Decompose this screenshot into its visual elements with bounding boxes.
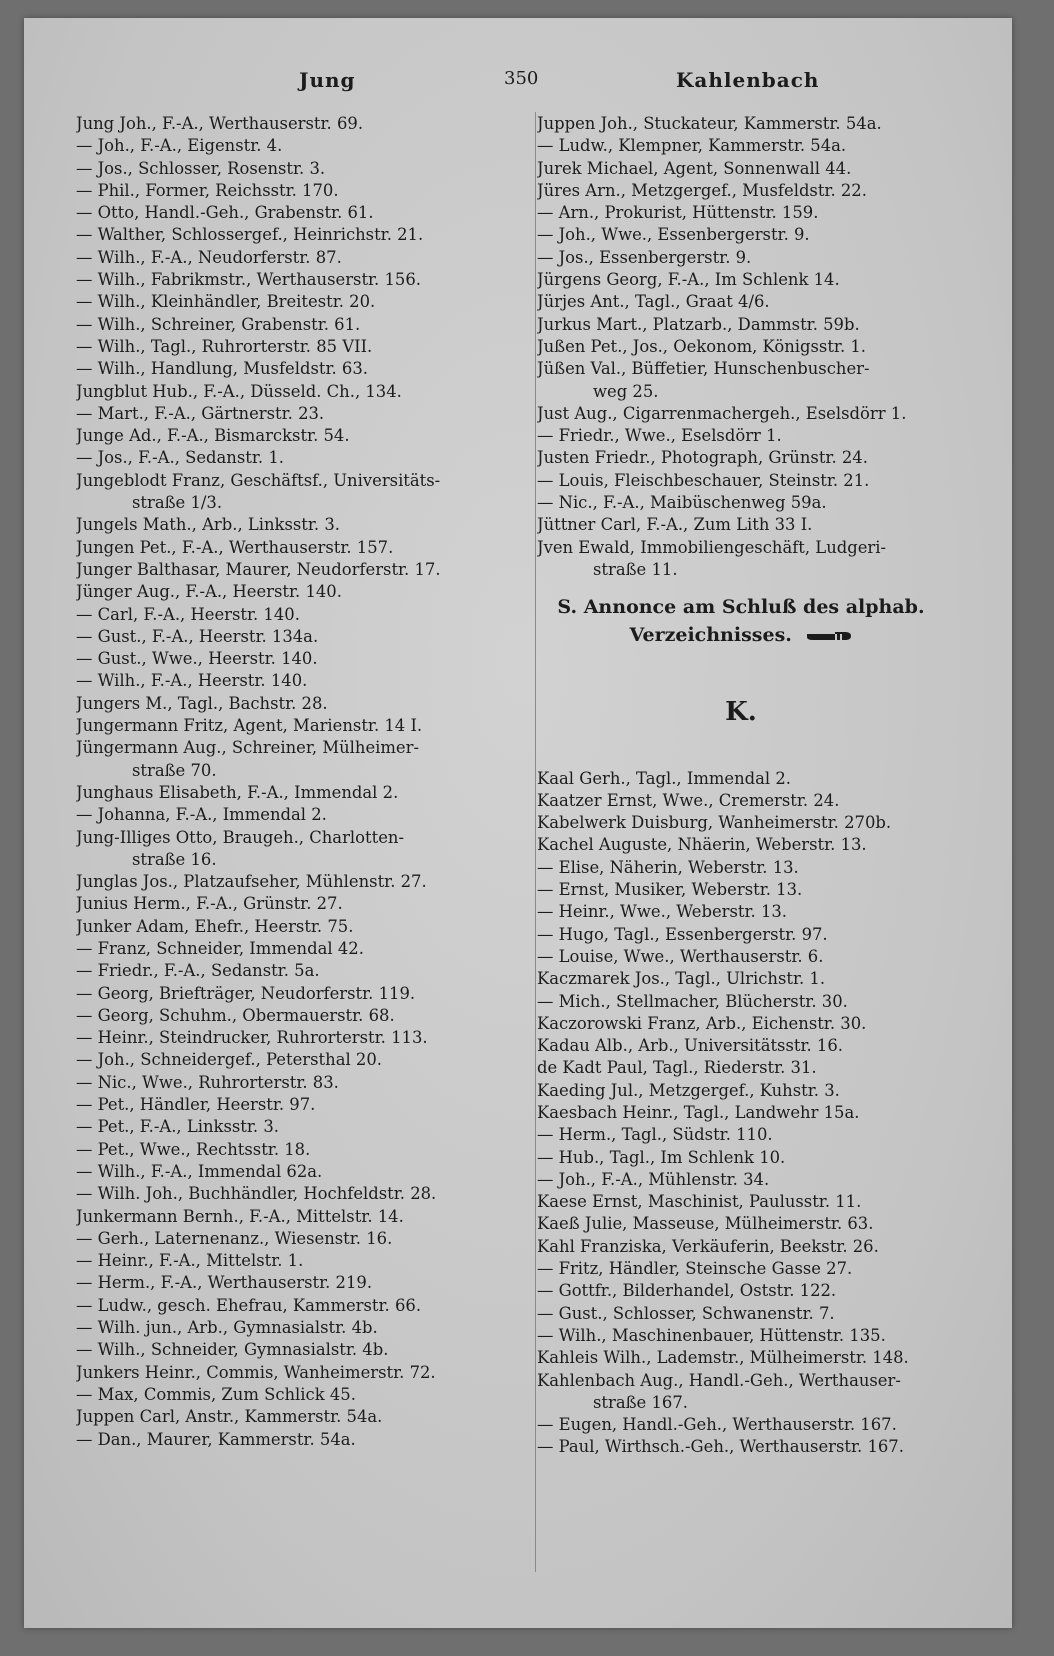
entry-text: Kabelwerk Duisburg, Wanheimerstr. 270b. xyxy=(537,813,892,833)
directory-entry xyxy=(76,604,531,626)
directory-entry xyxy=(537,291,945,313)
entry-text: — Joh., Schneidergef., Petersthal 20. xyxy=(76,1050,382,1070)
directory-entry xyxy=(537,1303,945,1325)
directory-entry xyxy=(537,1236,945,1258)
directory-entry xyxy=(537,768,945,790)
entry-text: Jung Joh., F.-A., Werthauserstr. 69. xyxy=(76,114,364,133)
directory-entry xyxy=(537,447,945,469)
directory-entry xyxy=(76,1406,531,1428)
entry-text: — Fritz, Händler, Steinsche Gasse 27. xyxy=(537,1259,853,1279)
directory-entry xyxy=(537,1102,945,1124)
entry-text: — Ludw., Klempner, Kammerstr. 54a. xyxy=(537,136,847,156)
entry-text: — Phil., Former, Reichsstr. 170. xyxy=(76,180,339,200)
entry-text: Jven Ewald, Immobiliengeschäft, Ludgeri- xyxy=(537,537,887,557)
directory-entry xyxy=(537,857,945,879)
directory-entry xyxy=(537,224,945,246)
entry-text: — Ernst, Musiker, Weberstr. 13. xyxy=(537,880,803,900)
entry-text: — Wilh., Handlung, Musfeldstr. 63. xyxy=(76,359,368,379)
entry-text: — Nic., Wwe., Ruhrorterstr. 83. xyxy=(76,1072,339,1092)
directory-entry xyxy=(76,1295,531,1317)
directory-entry xyxy=(76,737,531,782)
right-entries-bottom xyxy=(537,768,945,1459)
entry-text: — Georg, Briefträger, Neudorferstr. 119. xyxy=(76,983,416,1003)
entry-text: Junglas Jos., Platzaufseher, Mühlenstr. 27. xyxy=(76,872,427,892)
directory-entry xyxy=(537,403,945,425)
directory-entry xyxy=(76,113,531,135)
directory-entry xyxy=(76,1250,531,1272)
notice-line-1: S. Annonce am Schluß des alphab. xyxy=(557,596,925,619)
entry-text: Kahlenbach Aug., Handl.-Geh., Werthauser- xyxy=(537,1370,901,1390)
entry-text: Junius Herm., F.-A., Grünstr. 27. xyxy=(76,894,343,914)
entry-text: Jungeblodt Franz, Geschäftsf., Universitäts- xyxy=(76,470,441,490)
entry-text: Kaesbach Heinr., Tagl., Landwehr 15a. xyxy=(537,1102,860,1122)
directory-entry xyxy=(76,715,531,737)
entry-text: — Joh., F.-A., Eigenstr. 4. xyxy=(76,136,283,156)
entry-text: — Jos., Essenbergerstr. 9. xyxy=(537,247,752,267)
directory-entry xyxy=(537,1147,945,1169)
entry-text: — Hub., Tagl., Im Schlenk 10. xyxy=(537,1147,786,1167)
entry-text: — Wilh., F.-A., Heerstr. 140. xyxy=(76,671,308,691)
directory-entry xyxy=(76,893,531,915)
directory-entry xyxy=(76,537,531,559)
entry-text: — Wilh. Joh., Buchhändler, Hochfeldstr. 28. xyxy=(76,1184,437,1204)
directory-entry xyxy=(76,1272,531,1294)
entry-text: Juppen Carl, Anstr., Kammerstr. 54a. xyxy=(76,1407,383,1427)
entry-text: — Wilh., F.-A., Immendal 62a. xyxy=(76,1161,323,1181)
entry-continuation: straße 16. xyxy=(132,849,217,869)
directory-entry xyxy=(537,1258,945,1280)
entry-continuation: straße 70. xyxy=(132,760,217,780)
entry-text: — Wilh., Kleinhändler, Breitestr. 20. xyxy=(76,292,376,312)
entry-text: Jurkus Mart., Platzarb., Dammstr. 59b. xyxy=(537,314,860,334)
left-column xyxy=(76,113,531,1451)
directory-entry xyxy=(76,1183,531,1205)
entry-text: Kaese Ernst, Maschinist, Paulusstr. 11. xyxy=(537,1192,862,1212)
directory-entry xyxy=(76,403,531,425)
directory-entry xyxy=(76,1384,531,1406)
entry-continuation: weg 25. xyxy=(593,381,659,401)
entry-text: Jürgens Georg, F.-A., Im Schlenk 14. xyxy=(537,270,840,290)
directory-entry xyxy=(537,901,945,923)
directory-entry xyxy=(76,1339,531,1361)
entry-text: — Gust., Schlosser, Schwanenstr. 7. xyxy=(537,1303,835,1323)
directory-entry xyxy=(537,1013,945,1035)
entry-text: de Kadt Paul, Tagl., Riederstr. 31. xyxy=(537,1058,817,1078)
directory-entry xyxy=(537,1347,945,1369)
directory-entry xyxy=(76,1206,531,1228)
entry-text: — Wilh., Schneider, Gymnasialstr. 4b. xyxy=(76,1340,389,1360)
entry-text: Kaczorowski Franz, Arb., Eichenstr. 30. xyxy=(537,1013,867,1033)
entry-text: Kahleis Wilh., Lademstr., Mülheimerstr. 148. xyxy=(537,1348,909,1368)
directory-entry xyxy=(76,447,531,469)
entry-text: — Herm., F.-A., Werthauserstr. 219. xyxy=(76,1273,373,1293)
directory-entry xyxy=(537,269,945,291)
directory-entry xyxy=(76,559,531,581)
entry-text: — Heinr., Steindrucker, Ruhrorterstr. 113. xyxy=(76,1028,428,1048)
notice-line-2: Verzeichnisses. xyxy=(629,624,792,647)
entry-text: Jußen Pet., Jos., Oekonom, Königsstr. 1. xyxy=(537,336,867,356)
directory-entry xyxy=(76,1139,531,1161)
entry-text: Jüßen Val., Büffetier, Hunschenbuscher- xyxy=(537,359,870,379)
entry-text: — Louis, Fleischbeschauer, Steinstr. 21. xyxy=(537,470,870,490)
entry-text: Just Aug., Cigarrenmachergeh., Eselsdörr 1. xyxy=(537,403,907,423)
directory-entry xyxy=(537,1370,945,1415)
entry-text: — Arn., Prokurist, Hüttenstr. 159. xyxy=(537,203,819,223)
entry-text: Kahl Franziska, Verkäuferin, Beekstr. 26. xyxy=(537,1236,879,1256)
entry-text: Jurek Michael, Agent, Sonnenwall 44. xyxy=(537,158,852,178)
directory-entry xyxy=(537,1080,945,1102)
directory-entry xyxy=(76,916,531,938)
directory-entry xyxy=(76,291,531,313)
entry-text: — Wilh., Schreiner, Grabenstr. 61. xyxy=(76,314,361,334)
entry-text: — Gust., Wwe., Heerstr. 140. xyxy=(76,649,318,669)
entry-text: Jungers M., Tagl., Bachstr. 28. xyxy=(76,693,328,713)
directory-entry xyxy=(76,782,531,804)
directory-entry xyxy=(76,1362,531,1384)
directory-entry xyxy=(76,470,531,515)
entry-text: Junker Adam, Ehefr., Heerstr. 75. xyxy=(76,916,354,936)
entry-text: — Gerh., Laternenanz., Wiesenstr. 16. xyxy=(76,1228,393,1248)
running-head-right: Kahlenbach xyxy=(676,68,820,92)
directory-entry xyxy=(537,247,945,269)
entry-text: — Franz, Schneider, Immendal 42. xyxy=(76,938,364,958)
entry-text: Junghaus Elisabeth, F.-A., Immendal 2. xyxy=(76,782,399,802)
entry-text: — Wilh., F.-A., Neudorferstr. 87. xyxy=(76,247,342,267)
directory-entry xyxy=(537,492,945,514)
directory-entry xyxy=(76,938,531,960)
directory-entry xyxy=(76,1072,531,1094)
directory-entry xyxy=(537,1057,945,1079)
directory-entry xyxy=(76,158,531,180)
entry-text: — Gust., F.-A., Heerstr. 134a. xyxy=(76,626,319,646)
entry-text: — Friedr., F.-A., Sedanstr. 5a. xyxy=(76,961,320,981)
entry-text: Jung-Illiges Otto, Braugeh., Charlotten- xyxy=(76,827,404,847)
entry-text: Junger Balthasar, Maurer, Neudorferstr. 17. xyxy=(76,559,441,579)
entry-text: Jüngermann Aug., Schreiner, Mülheimer- xyxy=(76,738,420,758)
directory-entry xyxy=(76,1116,531,1138)
directory-entry xyxy=(537,1414,945,1436)
entry-text: Jürjes Ant., Tagl., Graat 4/6. xyxy=(537,292,770,312)
directory-entry xyxy=(537,1124,945,1146)
page-number: 350 xyxy=(504,68,539,89)
directory-entry xyxy=(76,381,531,403)
entry-text: — Pet., Wwe., Rechtsstr. 18. xyxy=(76,1139,311,1159)
directory-entry xyxy=(76,648,531,670)
entry-text: — Otto, Handl.-Geh., Grabenstr. 61. xyxy=(76,203,374,223)
entry-text: — Friedr., Wwe., Eselsdörr 1. xyxy=(537,426,782,446)
entry-text: Jungen Pet., F.-A., Werthauserstr. 157. xyxy=(76,537,394,557)
directory-entry xyxy=(537,358,945,403)
entry-text: Kaeding Jul., Metzgergef., Kuhstr. 3. xyxy=(537,1080,840,1100)
entry-text: — Herm., Tagl., Südstr. 110. xyxy=(537,1125,773,1145)
entry-text: — Hugo, Tagl., Essenbergerstr. 97. xyxy=(537,924,828,944)
directory-entry xyxy=(537,1035,945,1057)
entry-text: — Heinr., Wwe., Weberstr. 13. xyxy=(537,902,788,922)
column-divider xyxy=(535,112,536,1572)
directory-entry xyxy=(537,946,945,968)
directory-entry xyxy=(76,960,531,982)
directory-entry xyxy=(76,827,531,872)
directory-entry xyxy=(537,314,945,336)
directory-entry xyxy=(537,336,945,358)
directory-entry xyxy=(76,358,531,380)
entry-text: — Max, Commis, Zum Schlick 45. xyxy=(76,1384,356,1404)
directory-entry xyxy=(537,1280,945,1302)
entry-text: — Mich., Stellmacher, Blücherstr. 30. xyxy=(537,991,848,1011)
directory-entry xyxy=(537,514,945,536)
entry-text: Kaal Gerh., Tagl., Immendal 2. xyxy=(537,768,792,788)
right-entries-top xyxy=(537,113,945,581)
directory-entry xyxy=(76,247,531,269)
directory-entry xyxy=(76,269,531,291)
directory-entry xyxy=(537,1436,945,1458)
entry-text: Kaeß Julie, Masseuse, Mülheimerstr. 63. xyxy=(537,1214,874,1234)
entry-text: — Louise, Wwe., Werthauserstr. 6. xyxy=(537,946,824,966)
pointing-hand-icon xyxy=(805,629,853,643)
directory-entry xyxy=(76,1317,531,1339)
directory-entry xyxy=(76,135,531,157)
directory-entry xyxy=(537,879,945,901)
entry-text: Juppen Joh., Stuckateur, Kammerstr. 54a. xyxy=(537,114,882,133)
page-header xyxy=(24,68,1012,98)
entry-text: — Joh., F.-A., Mühlenstr. 34. xyxy=(537,1169,770,1189)
directory-entry xyxy=(76,425,531,447)
entry-text: — Paul, Wirthsch.-Geh., Werthauserstr. 167. xyxy=(537,1437,904,1457)
directory-entry xyxy=(537,135,945,157)
entry-text: Kadau Alb., Arb., Universitätsstr. 16. xyxy=(537,1036,843,1056)
directory-entry xyxy=(76,1005,531,1027)
directory-entry xyxy=(76,1027,531,1049)
right-column xyxy=(537,113,945,1459)
directory-entry xyxy=(537,1169,945,1191)
entry-text: — Wilh., Fabrikmstr., Werthauserstr. 156. xyxy=(76,270,421,290)
entry-text: — Ludw., gesch. Ehefrau, Kammerstr. 66. xyxy=(76,1295,422,1315)
directory-entry xyxy=(76,1228,531,1250)
directory-entry xyxy=(537,1325,945,1347)
entry-text: Junge Ad., F.-A., Bismarckstr. 54. xyxy=(76,426,350,446)
directory-entry xyxy=(537,1191,945,1213)
directory-entry xyxy=(537,470,945,492)
directory-entry xyxy=(76,1429,531,1451)
entry-text: — Elise, Näherin, Weberstr. 13. xyxy=(537,857,799,877)
directory-entry xyxy=(76,202,531,224)
entry-text: — Eugen, Handl.-Geh., Werthauserstr. 167. xyxy=(537,1415,897,1435)
entry-text: — Wilh., Maschinenbauer, Hüttenstr. 135. xyxy=(537,1325,886,1345)
entry-text: — Pet., F.-A., Linksstr. 3. xyxy=(76,1117,279,1137)
entry-text: — Georg, Schuhm., Obermauerstr. 68. xyxy=(76,1005,395,1025)
directory-entry xyxy=(537,968,945,990)
directory-entry xyxy=(537,1213,945,1235)
entry-text: — Joh., Wwe., Essenbergerstr. 9. xyxy=(537,225,810,245)
entry-text: — Jos., F.-A., Sedanstr. 1. xyxy=(76,448,284,468)
directory-entry xyxy=(537,790,945,812)
entry-text: — Johanna, F.-A., Immendal 2. xyxy=(76,805,327,825)
entry-text: Justen Friedr., Photograph, Grünstr. 24. xyxy=(537,448,868,468)
directory-entry xyxy=(537,537,945,582)
directory-entry xyxy=(76,871,531,893)
entry-text: — Mart., F.-A., Gärtnerstr. 23. xyxy=(76,403,325,423)
entry-continuation: straße 1/3. xyxy=(132,493,223,513)
entry-text: — Wilh. jun., Arb., Gymnasialstr. 4b. xyxy=(76,1318,378,1338)
directory-entry xyxy=(537,924,945,946)
directory-entry xyxy=(537,113,945,135)
entry-text: Jünger Aug., F.-A., Heerstr. 140. xyxy=(76,582,342,602)
entry-continuation: straße 167. xyxy=(593,1392,688,1412)
entry-continuation: straße 11. xyxy=(593,559,678,579)
directory-entry xyxy=(537,180,945,202)
directory-entry xyxy=(537,812,945,834)
directory-entry xyxy=(76,314,531,336)
directory-entry xyxy=(76,180,531,202)
entry-text: — Heinr., F.-A., Mittelstr. 1. xyxy=(76,1251,304,1271)
directory-entry xyxy=(537,834,945,856)
directory-entry xyxy=(537,158,945,180)
entry-text: Jungels Math., Arb., Linksstr. 3. xyxy=(76,515,340,535)
entry-text: — Nic., F.-A., Maibüschenweg 59a. xyxy=(537,493,827,513)
directory-entry xyxy=(76,1094,531,1116)
entry-text: — Walther, Schlossergef., Heinrichstr. 21. xyxy=(76,225,424,245)
directory-entry xyxy=(76,1049,531,1071)
entry-text: Kaczmarek Jos., Tagl., Ulrichstr. 1. xyxy=(537,969,826,989)
entry-text: Jungblut Hub., F.-A., Düsseld. Ch., 134. xyxy=(76,381,402,401)
directory-entry xyxy=(76,224,531,246)
advertisement-notice xyxy=(537,593,945,649)
entry-text: — Pet., Händler, Heerstr. 97. xyxy=(76,1095,316,1115)
directory-entry xyxy=(76,514,531,536)
directory-entry xyxy=(76,983,531,1005)
directory-entry xyxy=(76,804,531,826)
directory-entry xyxy=(537,202,945,224)
directory-entry xyxy=(537,425,945,447)
directory-entry xyxy=(76,670,531,692)
directory-entry xyxy=(76,1161,531,1183)
entry-text: — Jos., Schlosser, Rosenstr. 3. xyxy=(76,158,326,178)
section-letter: K. xyxy=(725,697,757,728)
directory-entry xyxy=(76,581,531,603)
entry-text: — Carl, F.-A., Heerstr. 140. xyxy=(76,604,300,624)
directory-entry xyxy=(537,991,945,1013)
directory-page xyxy=(24,18,1012,1628)
entry-text: Junkermann Bernh., F.-A., Mittelstr. 14. xyxy=(76,1206,404,1226)
directory-entry xyxy=(76,693,531,715)
entry-text: Jüttner Carl, F.-A., Zum Lith 33 I. xyxy=(537,515,813,535)
entry-text: — Gottfr., Bilderhandel, Oststr. 122. xyxy=(537,1281,837,1301)
directory-entry xyxy=(76,626,531,648)
entry-text: Kaatzer Ernst, Wwe., Cremerstr. 24. xyxy=(537,790,840,810)
entry-text: Jungermann Fritz, Agent, Marienstr. 14 I. xyxy=(76,716,423,736)
directory-entry xyxy=(76,336,531,358)
entry-text: — Wilh., Tagl., Ruhrorterstr. 85 VII. xyxy=(76,336,373,356)
entry-text: Kachel Auguste, Nhäerin, Weberstr. 13. xyxy=(537,835,867,855)
running-head-left: Jung xyxy=(299,68,356,92)
entry-text: — Dan., Maurer, Kammerstr. 54a. xyxy=(76,1429,356,1449)
entry-text: Junkers Heinr., Commis, Wanheimerstr. 72. xyxy=(76,1362,436,1382)
entry-text: Jüres Arn., Metzgergef., Musfeldstr. 22. xyxy=(537,180,867,200)
